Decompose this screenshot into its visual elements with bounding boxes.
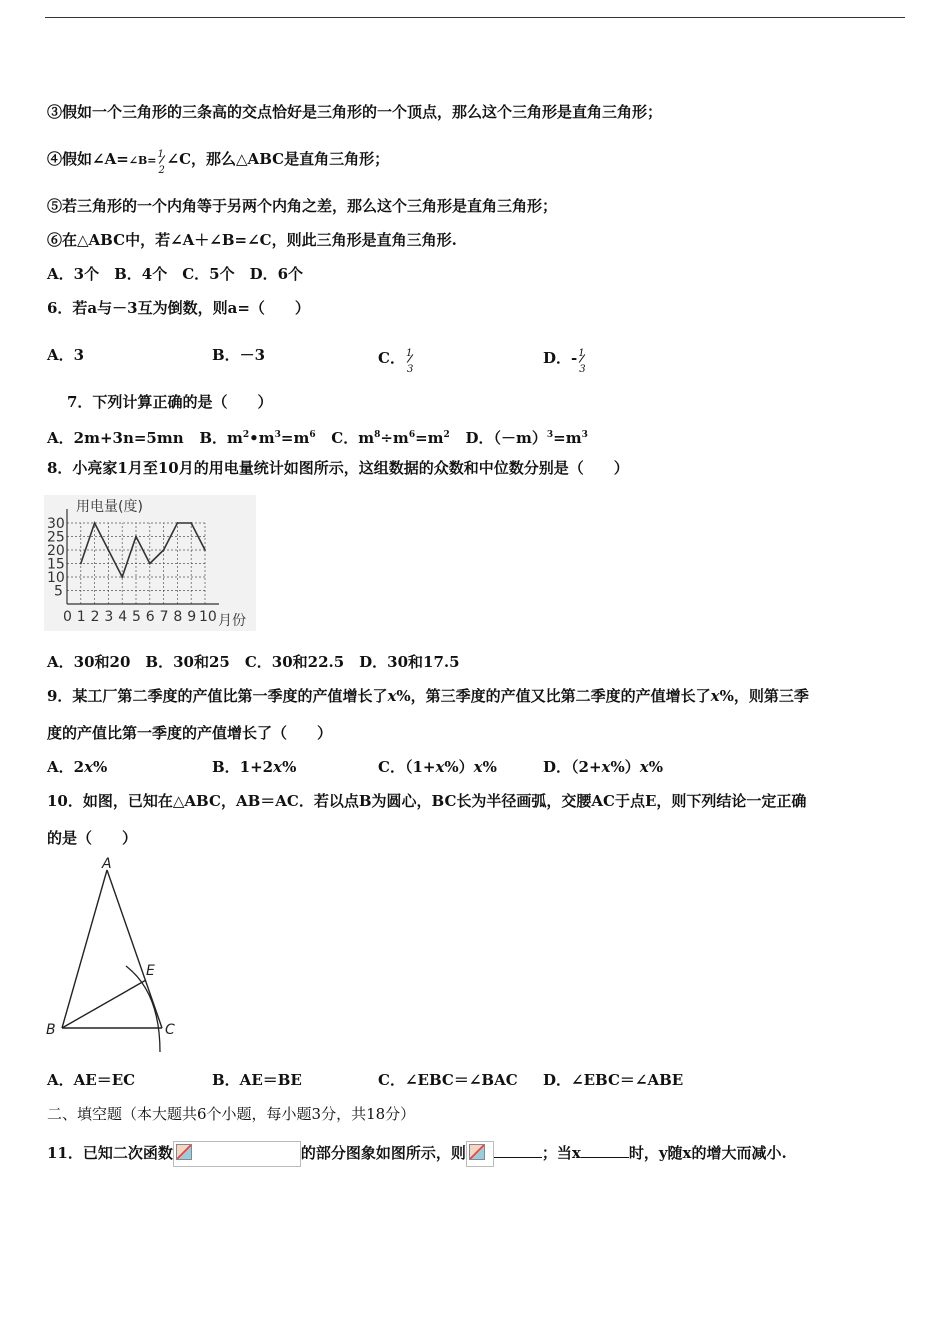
label-c: C	[165, 1022, 175, 1038]
y-tick-label: 30	[47, 516, 65, 532]
fraction-third: 1 3	[405, 348, 414, 375]
q10-option-b: B．AE＝BE	[212, 1071, 302, 1089]
q10-option-a: A．AE＝EC	[47, 1071, 136, 1089]
q10-option-c: C．∠EBC＝∠BAC	[378, 1071, 518, 1089]
x-tick-label: 8	[173, 609, 183, 625]
q9-option-d: D．（2+x%）x%	[543, 758, 663, 776]
x-tick-label: 7	[159, 609, 169, 625]
x-tick-label: 0	[63, 609, 72, 625]
section-2-heading: 二、填空题（本大题共6个小题，每小题3分，共18分）	[47, 1105, 416, 1123]
header-rule	[45, 17, 905, 18]
q6-option-a: A．3	[47, 346, 85, 364]
data-point	[177, 522, 179, 524]
x-tick-label: 3	[104, 609, 114, 625]
q6-option-d: D．- 1 3	[543, 345, 587, 373]
data-point	[163, 549, 165, 551]
y-tick-label: 10	[47, 570, 65, 586]
fraction-third-neg: 1 3	[578, 348, 586, 375]
question-5-options: A．3个 B．4个 C．5个 D．6个	[47, 265, 304, 283]
x-tick-label: 9	[187, 609, 197, 625]
q9-option-b: B．1+2x%	[212, 758, 297, 776]
statement-6: ⑥在△ABC中，若∠A＋∠B=∠C，则此三角形是直角三角形.	[47, 231, 457, 249]
statement-5: ⑤若三角形的一个内角等于另两个内角之差，那么这个三角形是直角三角形；	[47, 197, 558, 215]
y-tick-label: 15	[47, 556, 65, 573]
data-point	[108, 549, 110, 551]
segment-be	[62, 980, 146, 1028]
fraction-half: 1 2	[157, 149, 165, 176]
q7-options: A．2m+3n=5mn B．$m^2•m^3=m^6$ C．$m^8\div m^6=m^2$ D．$(-m)^3=m^3$	[47, 429, 588, 447]
question-9-line2: 度的产值比第一季度的产值增长了（ ）	[47, 724, 333, 742]
data-point	[135, 536, 137, 538]
data-point	[190, 522, 192, 524]
data-point	[121, 576, 123, 578]
question-10-line2: 的是（ ）	[47, 829, 138, 847]
q6-option-c: C． 1 3	[378, 345, 415, 373]
question-10-line1: 10．如图，已知在△ABC，AB＝AC．若以点B为圆心，BC长为半径画弧，交腰AC于点E，则下列结论一定正确	[47, 792, 807, 810]
statement-3: ③假如一个三角形的三条高的交点恰好是三角形的一个顶点，那么这个三角形是直角三角形；	[47, 103, 663, 121]
x-tick-label: 10	[199, 609, 217, 625]
x-tick-label: 2	[90, 609, 100, 625]
y-tick-label: 5	[54, 583, 63, 600]
triangle-figure	[40, 852, 190, 1058]
question-6: 6．若a与－3互为倒数，则a=（ ）	[47, 299, 310, 317]
answer-blank-2[interactable]	[581, 1143, 629, 1158]
y-axis-label: 用电量(度)	[76, 499, 143, 515]
question-9-line1: 9．某工厂第二季度的产值比第一季度的产值增长了x%，第三季度的产值又比第二季度的产值增长了x%，则第三季	[47, 687, 809, 705]
x-tick-label: 4	[118, 609, 128, 625]
x-tick-label: 5	[132, 609, 141, 625]
label-e: E	[146, 963, 155, 979]
data-point	[204, 549, 206, 551]
label-b: B	[46, 1022, 56, 1038]
question-7: 7．下列计算正确的是（ ）	[67, 393, 273, 411]
x-tick-label: 1	[76, 609, 86, 625]
broken-image-icon	[173, 1141, 301, 1167]
y-tick-label: 20	[47, 543, 65, 559]
x-tick-label: 6	[145, 609, 155, 625]
question-11: 11．已知二次函数 的部分图象如图所示，则 ；当x 时，y随x的增大而减小.	[47, 1141, 787, 1167]
electricity-usage-chart	[44, 495, 256, 631]
q9-option-c: C．（1+x%）x%	[378, 758, 497, 776]
side-ab	[62, 870, 107, 1028]
q8-options: A．30和20 B．30和25 C．30和22.5 D．30和17.5	[47, 653, 460, 671]
arc-bc	[126, 966, 160, 1052]
side-ac	[107, 870, 162, 1028]
q9-option-a: A．2x%	[47, 758, 108, 776]
q6-option-b: B．－3	[212, 346, 266, 364]
x-axis-label: 月份	[218, 613, 246, 629]
data-point	[80, 563, 82, 565]
statement-4: ④假如∠A=∠B= 1 2 ∠C，那么△ABC是直角三角形；	[47, 146, 389, 174]
data-point	[94, 522, 96, 524]
data-point	[149, 563, 151, 565]
q10-option-d: D．∠EBC＝∠ABE	[543, 1071, 684, 1089]
label-a: A	[102, 856, 112, 872]
question-8: 8．小亮家1月至10月的用电量统计如图所示，这组数据的众数和中位数分别是（ ）	[47, 459, 629, 477]
answer-blank-1[interactable]	[494, 1143, 542, 1158]
broken-image-icon	[466, 1141, 494, 1167]
y-tick-label: 25	[47, 529, 65, 546]
